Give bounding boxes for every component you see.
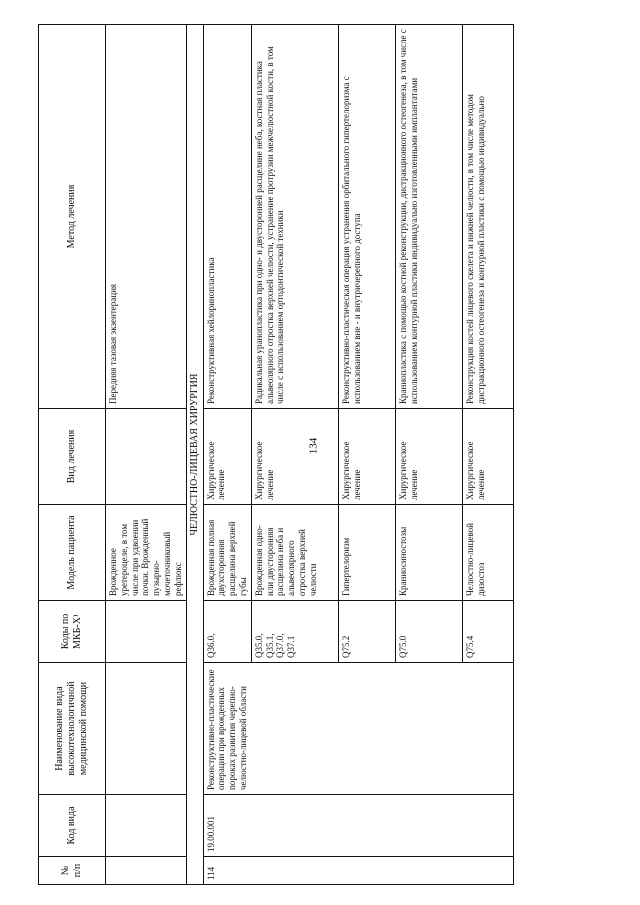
cell-type: Хирургическое лечение [203, 409, 251, 505]
col-header-method: Метод лечения [39, 25, 106, 409]
cell-model: Краниосиностозы [395, 505, 462, 601]
cell-type: Хирургическое лечение [462, 409, 513, 505]
cell-icd: Q35.0, Q35.1, Q37.0, Q37.1 [251, 601, 338, 663]
cell-type: Хирургическое лечение [251, 409, 338, 505]
col-header-model: Модель пациента [39, 505, 106, 601]
cell-empty [106, 857, 187, 885]
section-title: ЧЕЛЮСТНО-ЛИЦЕВАЯ ХИРУРГИЯ [186, 25, 203, 885]
col-header-code: Код вида [39, 795, 106, 857]
cell-model: Врожденная полная двухсторонняя расщелина верхней губы [203, 505, 251, 601]
cell-empty [106, 663, 187, 795]
continued-row [106, 25, 187, 885]
section-row [186, 25, 203, 885]
rotated-table-page [38, 25, 628, 885]
col-header-icd: Коды по МКБ-Х¹ [39, 601, 106, 663]
cell-method: Реконструктивная хейлоринопластика [203, 25, 251, 409]
cell-type: Хирургическое лечение [338, 409, 395, 505]
cell-method: Краниопластика с помощью костной реконструкции, дистракционного остеогенеза, в том числе с использованием контурной пластики индивидуально изготовленными имплантатами [395, 25, 462, 409]
table-row [203, 25, 251, 885]
cell-icd: Q75.0 [395, 601, 462, 663]
cell-method: Передняя тазовая экзентерация [106, 25, 187, 409]
page-number: 134 [307, 437, 320, 455]
cell-name: Реконструктивно-пластические операции при врожденных пороках развития черепно-челюстно-лицевой области [203, 663, 513, 795]
col-header-name: Наименование вида высокотехнологичной медицинской помощи [39, 663, 106, 795]
cell-method: Радикальная уранопластика при одно- и двусторонней расщелине неба, костная пластика альвеолярного отростка верхней челюсти, устранение протрузии межчелюстной кости, в том числе с использованием ортодонтической техники [251, 25, 338, 409]
col-header-type: Вид лечения [39, 409, 106, 505]
cell-icd: Q36.0, [203, 601, 251, 663]
cell-icd: Q75.4 [462, 601, 513, 663]
cell-num: 114 [203, 857, 513, 885]
cell-model: Челюстно-лицевой дизостоз [462, 505, 513, 601]
cell-model: Врожденное уретероцеле, в том числе при удвоении почки. Врожденный пузырно-мочеточниковый рефлюкс [106, 505, 187, 601]
cell-model: Гипертелоризм [338, 505, 395, 601]
cell-method: Реконструктивно-пластическая операция устранения орбитального гипертелоризма с использованием вне - и внутричерепного доступа [338, 25, 395, 409]
cell-model: Врожденная одно- или двусторонняя расщелина неба и альвеолярного отростка верхней челюсти [251, 505, 338, 601]
cell-code: 19.00.001 [203, 795, 513, 857]
cell-method: Реконструкция костей лицевого скелета и нижней челюсти, в том числе методом дистракционного остеогенеза и контурной пластики с помощью индивидуально [462, 25, 513, 409]
cell-empty [106, 409, 187, 505]
cell-empty [106, 795, 187, 857]
cell-icd: Q75.2 [338, 601, 395, 663]
cell-type: Хирургическое лечение [395, 409, 462, 505]
col-header-num: № п/п [39, 857, 106, 885]
treatment-table [38, 24, 514, 885]
header-row [39, 25, 106, 885]
cell-empty [106, 601, 187, 663]
